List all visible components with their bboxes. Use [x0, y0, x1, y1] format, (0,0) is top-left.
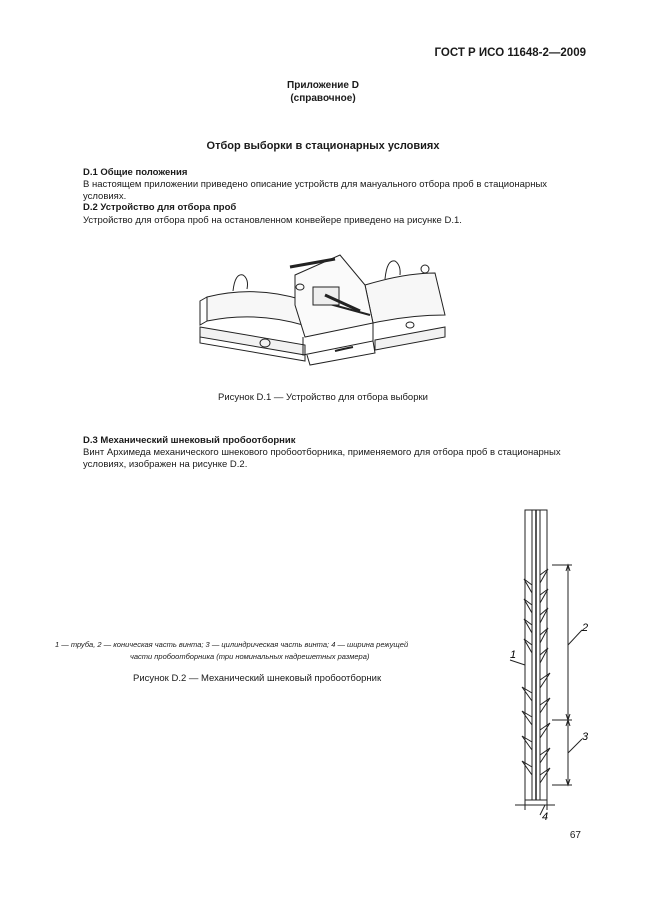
figure2-legend-line1: 1 — труба, 2 — коническая часть винта; 3 — цилиндрическая часть винта; 4 — ширина режущей — [55, 640, 409, 649]
annex-subtitle: (справочное) — [290, 93, 356, 104]
standard-number: ГОСТ Р ИСО 11648-2—2009 — [434, 47, 586, 59]
screw-sampler-figure — [500, 505, 610, 825]
d3-text-line2: условиях, изображен на рисунке D.2. — [83, 459, 248, 470]
callout-3: 3 — [582, 731, 589, 743]
d2-heading: D.2 Устройство для отбора проб — [83, 202, 237, 213]
annex-title: Приложение D — [287, 80, 359, 91]
d2-text: Устройство для отбора проб на остановленном конвейере приведено на рисунке D.1. — [83, 215, 462, 226]
d1-text-line1: В настоящем приложении приведено описание устройств для мануального отбора проб в стационарных — [83, 179, 548, 190]
figure2-legend-line2: части пробоотборника (три номинальных надрешетных размера) — [130, 652, 370, 661]
section-title: Отбор выборки в стационарных условиях — [206, 140, 440, 152]
d1-text-line2: условиях. — [83, 191, 127, 202]
callout-1: 1 — [510, 649, 517, 661]
d1-heading: D.1 Общие положения — [83, 167, 188, 178]
page-number: 67 — [569, 830, 581, 841]
d3-text-line1: Винт Архимеда механического шнекового пробоотборника, применяемого для отбора проб в стационарных — [83, 447, 561, 458]
figure1-caption: Рисунок D.1 — Устройство для отбора выборки — [218, 392, 428, 403]
d3-heading: D.3 Механический шнековый пробоотборник — [83, 435, 296, 446]
callout-4: 4 — [542, 811, 549, 823]
figure2-caption: Рисунок D.2 — Механический шнековый пробоотборник — [133, 673, 382, 684]
callout-2: 2 — [582, 622, 589, 634]
sampling-device-figure — [195, 245, 455, 380]
